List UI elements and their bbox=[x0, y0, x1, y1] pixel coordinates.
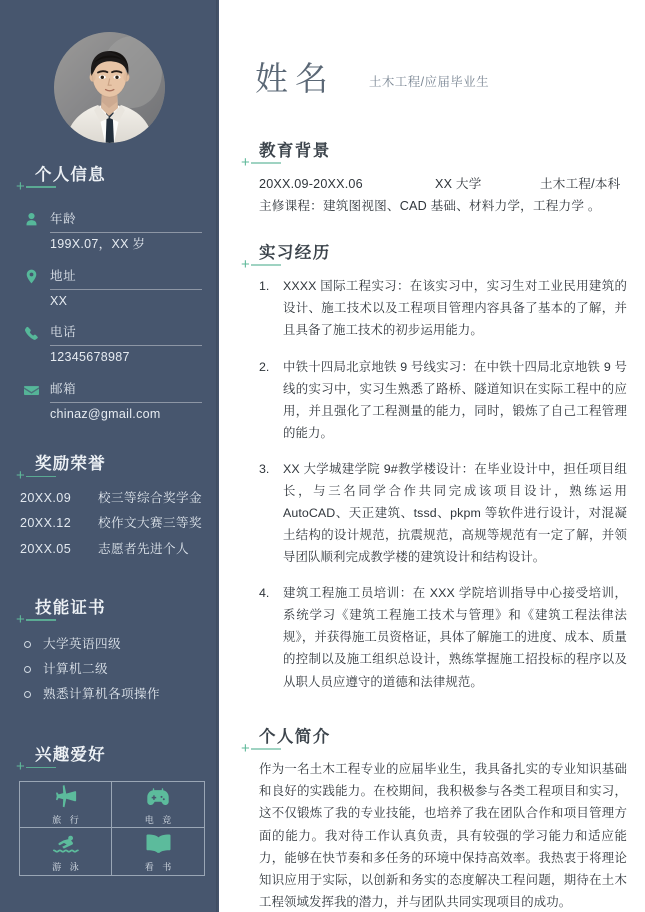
avatar bbox=[54, 32, 165, 143]
plus-icon: + bbox=[16, 611, 25, 629]
award-date: 20XX.12 bbox=[20, 516, 72, 531]
page-title: 姓名 bbox=[255, 60, 335, 97]
heading-decoration bbox=[16, 467, 56, 485]
swimmer-icon bbox=[53, 831, 79, 857]
main-content bbox=[219, 0, 645, 912]
contact-rule bbox=[50, 289, 202, 290]
hobby-label: 电 竞 bbox=[144, 814, 175, 825]
heading-decoration bbox=[241, 255, 281, 273]
hobby-label: 游 泳 bbox=[52, 861, 82, 872]
item-text: 建筑工程施工员培训：在 XXX 学院培训指导中心接受培训，系统学习《建筑工程施工技术与管理》和《建筑工程法律法规》，并获得施工员资格证，具体了解施工的进度、成本、质量的控制以及施工组织总设计，熟练掌握施工招投标的程序以及从职人员应遵守的道德和法律规范。 bbox=[283, 586, 627, 689]
section-title: 个人简介 bbox=[259, 727, 331, 746]
item-number: 2. bbox=[259, 359, 270, 374]
main-section-profile-heading bbox=[241, 727, 627, 757]
heading-decoration bbox=[16, 178, 56, 196]
heading-decoration bbox=[241, 154, 281, 172]
sidebar-section-skills-heading bbox=[16, 598, 219, 628]
divider-line bbox=[26, 476, 56, 478]
plus-icon: + bbox=[16, 467, 25, 485]
skill-text: 计算机二级 bbox=[43, 661, 108, 676]
list-item bbox=[24, 657, 209, 682]
contact-list bbox=[0, 209, 219, 424]
item-text: XX 大学城建学院 9#教学楼设计：在毕业设计中，担任项目组长，与三名同学合作共同完成该项目设计，熟练运用 AutoCAD、天正建筑、tssd、pkpm 等软件进行设计，对混凝土结构的设计规范，抗震规范，高规等规范有一定了解，并领导团队顺利完成教学楼的建筑设计和结构设计。 bbox=[283, 461, 627, 565]
contact-item-email bbox=[22, 379, 203, 423]
divider-line bbox=[251, 264, 281, 266]
contact-label: 年龄 bbox=[50, 211, 77, 226]
contact-value: 199X.07，XX 岁 bbox=[50, 236, 146, 251]
award-date: 20XX.05 bbox=[20, 541, 72, 556]
main-section-education-heading bbox=[241, 141, 627, 171]
education-dates: 20XX.09-20XX.06 bbox=[259, 176, 363, 191]
list-item bbox=[20, 486, 209, 511]
education-row bbox=[259, 173, 627, 195]
contact-rule bbox=[50, 345, 202, 346]
location-pin-icon bbox=[22, 268, 40, 286]
circle-bullet-icon bbox=[24, 641, 31, 648]
job-subtitle: 土木工程/应届毕业生 bbox=[369, 75, 489, 89]
list-item bbox=[259, 275, 627, 341]
portrait-photo bbox=[54, 32, 165, 143]
name-row bbox=[241, 62, 627, 95]
divider-line bbox=[26, 619, 56, 621]
section-title: 奖励荣誉 bbox=[35, 455, 106, 474]
contact-rule bbox=[50, 402, 202, 403]
hobby-label: 看 书 bbox=[144, 861, 175, 872]
heading-decoration bbox=[16, 611, 56, 629]
hobby-cell-travel bbox=[20, 782, 112, 829]
award-date: 20XX.09 bbox=[20, 490, 72, 505]
open-book-icon bbox=[146, 831, 171, 857]
divider-line bbox=[251, 748, 281, 750]
contact-item-age bbox=[22, 209, 203, 253]
education-courses: 主修课程：建筑图视图、CAD 基础、材料力学，工程力学 。 bbox=[259, 198, 601, 213]
item-number: 1. bbox=[259, 279, 270, 294]
hobby-cell-swimming bbox=[20, 828, 112, 875]
heading-decoration bbox=[241, 739, 281, 757]
envelope-icon bbox=[22, 381, 40, 399]
divider-line bbox=[26, 767, 56, 769]
hobbies-grid bbox=[19, 781, 205, 876]
list-item bbox=[20, 511, 209, 536]
list-item bbox=[259, 356, 627, 444]
item-text: 中铁十四局北京地铁 9 号线实习：在中铁十四局北京地铁 9 号线的实习中，实习生熟悉了路桥、隧道知识在实际工程中的应用，并且强化了工程测量的能力，同时，锻炼了自己工程管理的能力。 bbox=[283, 359, 627, 440]
contact-item-address bbox=[22, 266, 203, 310]
contact-label: 电话 bbox=[50, 325, 77, 340]
contact-value: 12345678987 bbox=[50, 350, 130, 365]
skill-text: 熟悉计算机各项操作 bbox=[43, 687, 160, 702]
section-title: 教育背景 bbox=[259, 142, 331, 160]
skills-list bbox=[0, 632, 219, 708]
hobby-cell-esports bbox=[112, 782, 204, 829]
circle-bullet-icon bbox=[24, 691, 31, 698]
item-text: XXXX 国际工程实习：在该实习中，实习生对工业民用建筑的设计、施工技术以及工程项目管理内容具备了基本的了解，并且具备了施工技术的初步运用能力。 bbox=[283, 279, 627, 338]
education-block bbox=[241, 173, 627, 217]
circle-bullet-icon bbox=[24, 666, 31, 673]
plus-icon: + bbox=[241, 154, 250, 172]
heading-decoration bbox=[16, 758, 56, 776]
section-title: 个人信息 bbox=[35, 166, 106, 184]
person-icon bbox=[22, 211, 40, 229]
list-item bbox=[259, 458, 627, 568]
divider-line bbox=[26, 186, 56, 188]
profile-text: 作为一名土木工程专业的应届毕业生，我具备扎实的专业知识基础和良好的实践能力。在校期间，我积极参与各类工程项目和实习，这不仅锻炼了我的专业技能，也培养了我在团队合作和项目管理方面的能力。我对待工作认真负责，具有较强的学习能力和适应能力，能够在快节奏和多任务的环境中保持高效率。我热衷于将理论知识应用于实际，以创新和务实的态度解决工程问题，期待在土木工程领域发挥我的潜力，并与团队共同实现项目的成功。 bbox=[259, 762, 627, 909]
list-item bbox=[24, 682, 209, 707]
hobby-cell-reading bbox=[112, 828, 204, 875]
skill-text: 大学英语四级 bbox=[43, 636, 121, 651]
education-school: XX 大学 bbox=[435, 176, 482, 191]
plus-icon: + bbox=[16, 758, 25, 776]
award-text: 志愿者先进个人 bbox=[98, 541, 189, 556]
plus-icon: + bbox=[241, 739, 250, 757]
award-text: 校三等综合奖学金 bbox=[98, 490, 202, 505]
item-number: 4. bbox=[259, 586, 270, 601]
awards-list bbox=[0, 486, 219, 562]
list-item bbox=[24, 632, 209, 657]
plus-icon: + bbox=[241, 255, 250, 273]
contact-label: 地址 bbox=[50, 268, 77, 283]
item-number: 3. bbox=[259, 461, 270, 476]
section-title: 实习经历 bbox=[259, 243, 331, 262]
contact-label: 邮箱 bbox=[50, 382, 77, 397]
profile-block bbox=[241, 758, 627, 912]
plus-icon: + bbox=[16, 178, 25, 196]
sidebar-section-personal-info-heading bbox=[16, 165, 219, 195]
section-title: 技能证书 bbox=[35, 599, 106, 618]
airplane-icon bbox=[53, 784, 78, 810]
award-text: 校作文大赛三等奖 bbox=[98, 516, 202, 531]
contact-rule bbox=[50, 232, 202, 233]
list-item bbox=[259, 582, 627, 692]
contact-value: XX bbox=[50, 293, 68, 308]
divider-line bbox=[251, 162, 281, 164]
sidebar-section-hobbies-heading bbox=[16, 745, 219, 775]
education-major: 土木工程/本科 bbox=[540, 176, 621, 191]
sidebar bbox=[0, 0, 219, 912]
main-section-internship-heading bbox=[241, 243, 627, 273]
gamepad-icon bbox=[146, 784, 170, 810]
list-item bbox=[20, 537, 209, 562]
internship-list bbox=[241, 275, 627, 692]
contact-value: chinaz@gmail.com bbox=[50, 407, 161, 422]
phone-icon bbox=[22, 324, 40, 342]
sidebar-section-awards-heading bbox=[16, 454, 219, 484]
section-title: 兴趣爱好 bbox=[35, 746, 106, 765]
contact-item-phone bbox=[22, 322, 203, 366]
hobby-label: 旅 行 bbox=[52, 814, 82, 825]
